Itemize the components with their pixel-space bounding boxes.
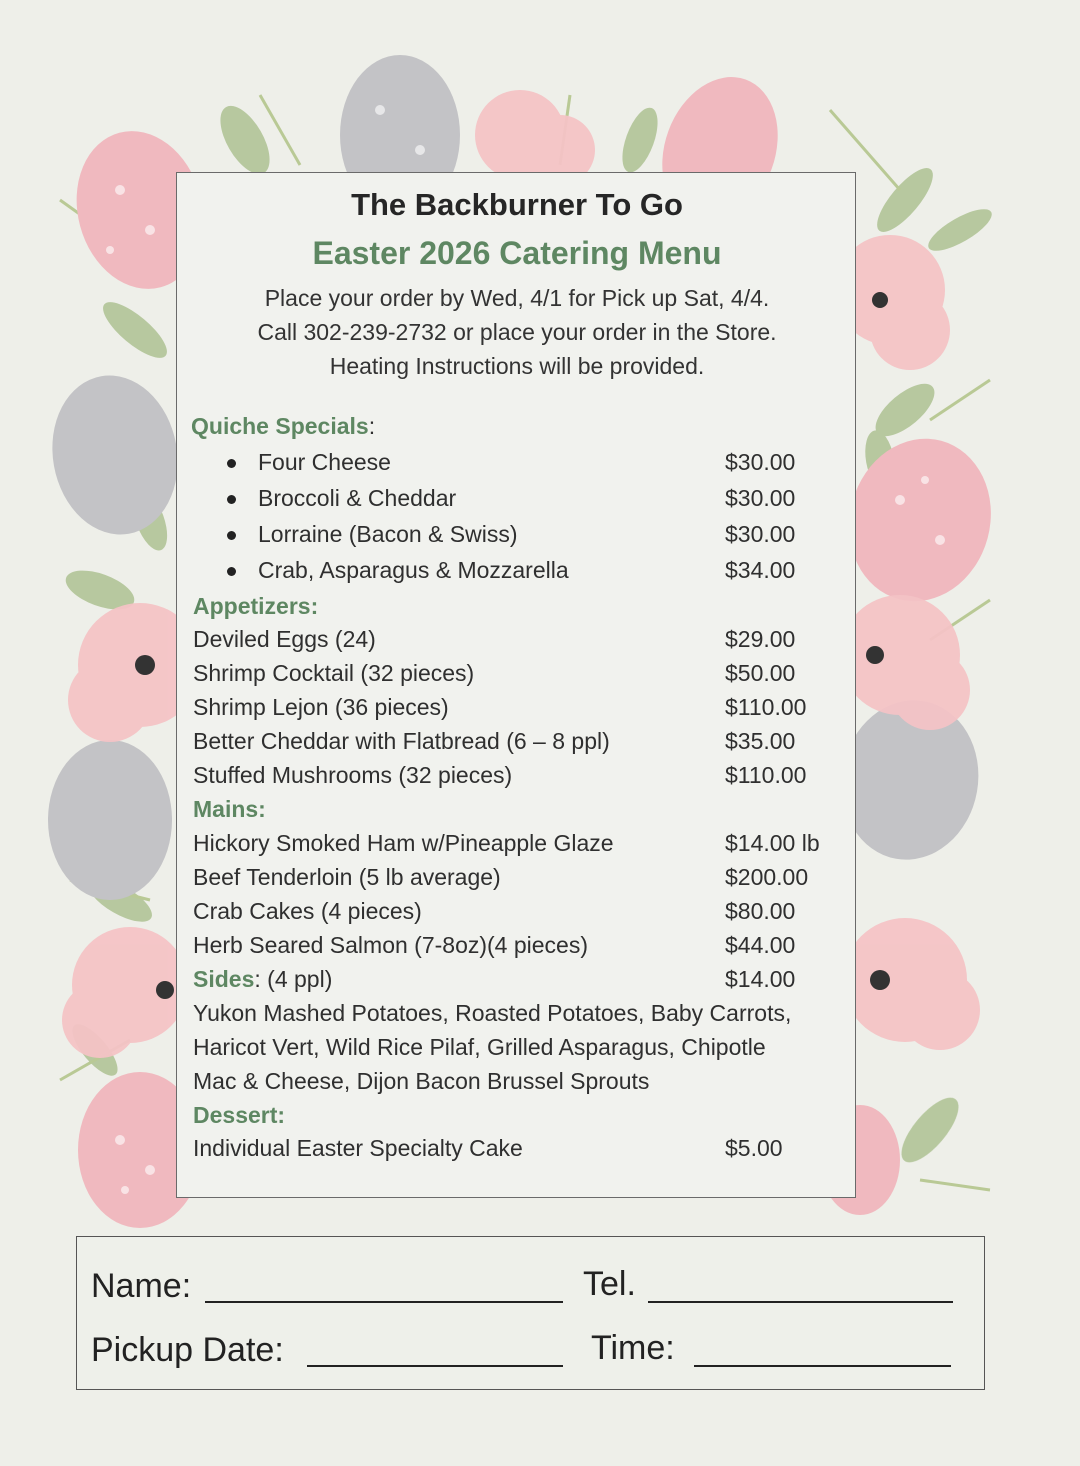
appetizer-item-price: $50.00 bbox=[725, 660, 796, 686]
time-label: Time: bbox=[591, 1329, 675, 1367]
quiche-heading: Quiche Specials: bbox=[191, 413, 376, 439]
appetizer-item-name: Shrimp Lejon (36 pieces) bbox=[193, 694, 449, 720]
pickup-date-label: Pickup Date: bbox=[91, 1331, 284, 1369]
business-name: The Backburner To Go bbox=[351, 187, 683, 222]
name-label: Name: bbox=[91, 1267, 192, 1305]
appetizers-heading: Appetizers: bbox=[193, 593, 319, 619]
quiche-item-name: Lorraine (Bacon & Swiss) bbox=[258, 521, 518, 547]
bullet-icon bbox=[227, 567, 236, 576]
mains-heading: Mains: bbox=[193, 796, 266, 822]
tel-field[interactable] bbox=[648, 1301, 953, 1303]
main-item-price: $14.00 lb bbox=[725, 830, 820, 856]
main-item-price: $200.00 bbox=[725, 864, 809, 890]
tel-label: Tel. bbox=[583, 1265, 636, 1303]
appetizer-item-name: Deviled Eggs (24) bbox=[193, 626, 376, 652]
menu-card bbox=[176, 172, 856, 1198]
time-field[interactable] bbox=[694, 1365, 951, 1367]
quiche-item-price: $30.00 bbox=[725, 485, 796, 511]
intro-line-phone: Call 302-239-2732 or place your order in the Store. bbox=[257, 319, 777, 345]
quiche-item-name: Four Cheese bbox=[258, 449, 391, 475]
dessert-heading: Dessert: bbox=[193, 1102, 286, 1128]
quiche-item-name: Broccoli & Cheddar bbox=[258, 485, 457, 511]
main-item-name: Crab Cakes (4 pieces) bbox=[193, 898, 422, 924]
appetizer-item-name: Stuffed Mushrooms (32 pieces) bbox=[193, 762, 513, 788]
main-item-price: $44.00 bbox=[725, 932, 796, 958]
quiche-item-price: $30.00 bbox=[725, 521, 796, 547]
name-field[interactable] bbox=[205, 1301, 563, 1303]
sides-price: $14.00 bbox=[725, 966, 796, 992]
bullet-icon bbox=[227, 495, 236, 504]
bullet-icon bbox=[227, 531, 236, 540]
quiche-item-name: Crab, Asparagus & Mozzarella bbox=[258, 557, 569, 583]
sides-heading: Sides: (4 ppl) bbox=[193, 966, 333, 992]
bullet-icon bbox=[227, 459, 236, 468]
main-item-name: Beef Tenderloin (5 lb average) bbox=[193, 864, 501, 890]
quiche-item-price: $30.00 bbox=[725, 449, 796, 475]
quiche-item-price: $34.00 bbox=[725, 557, 796, 583]
intro-line-heating: Heating Instructions will be provided. bbox=[329, 353, 705, 379]
main-item-name: Herb Seared Salmon (7-8oz)(4 pieces) bbox=[193, 932, 589, 958]
main-item-price: $80.00 bbox=[725, 898, 796, 924]
pickup-date-field[interactable] bbox=[307, 1365, 563, 1367]
appetizer-item-name: Shrimp Cocktail (32 pieces) bbox=[193, 660, 475, 686]
appetizer-item-price: $29.00 bbox=[725, 626, 796, 652]
appetizer-item-price: $110.00 bbox=[725, 762, 807, 788]
sides-list-line: Yukon Mashed Potatoes, Roasted Potatoes, Baby Carrots, bbox=[193, 1000, 792, 1026]
appetizer-item-price: $35.00 bbox=[725, 728, 796, 754]
main-item-name: Hickory Smoked Ham w/Pineapple Glaze bbox=[193, 830, 614, 856]
dessert-item-name: Individual Easter Specialty Cake bbox=[193, 1135, 523, 1161]
menu-title: Easter 2026 Catering Menu bbox=[312, 235, 722, 271]
sides-list-line: Mac & Cheese, Dijon Bacon Brussel Sprouts bbox=[193, 1068, 650, 1094]
order-form bbox=[76, 1236, 985, 1390]
intro-line-order-deadline: Place your order by Wed, 4/1 for Pick up Sat, 4/4. bbox=[264, 285, 770, 311]
dessert-item-price: $5.00 bbox=[725, 1135, 783, 1161]
appetizer-item-price: $110.00 bbox=[725, 694, 807, 720]
sides-list-line: Haricot Vert, Wild Rice Pilaf, Grilled Asparagus, Chipotle bbox=[193, 1034, 766, 1060]
appetizer-item-name: Better Cheddar with Flatbread (6 – 8 ppl) bbox=[193, 728, 610, 754]
